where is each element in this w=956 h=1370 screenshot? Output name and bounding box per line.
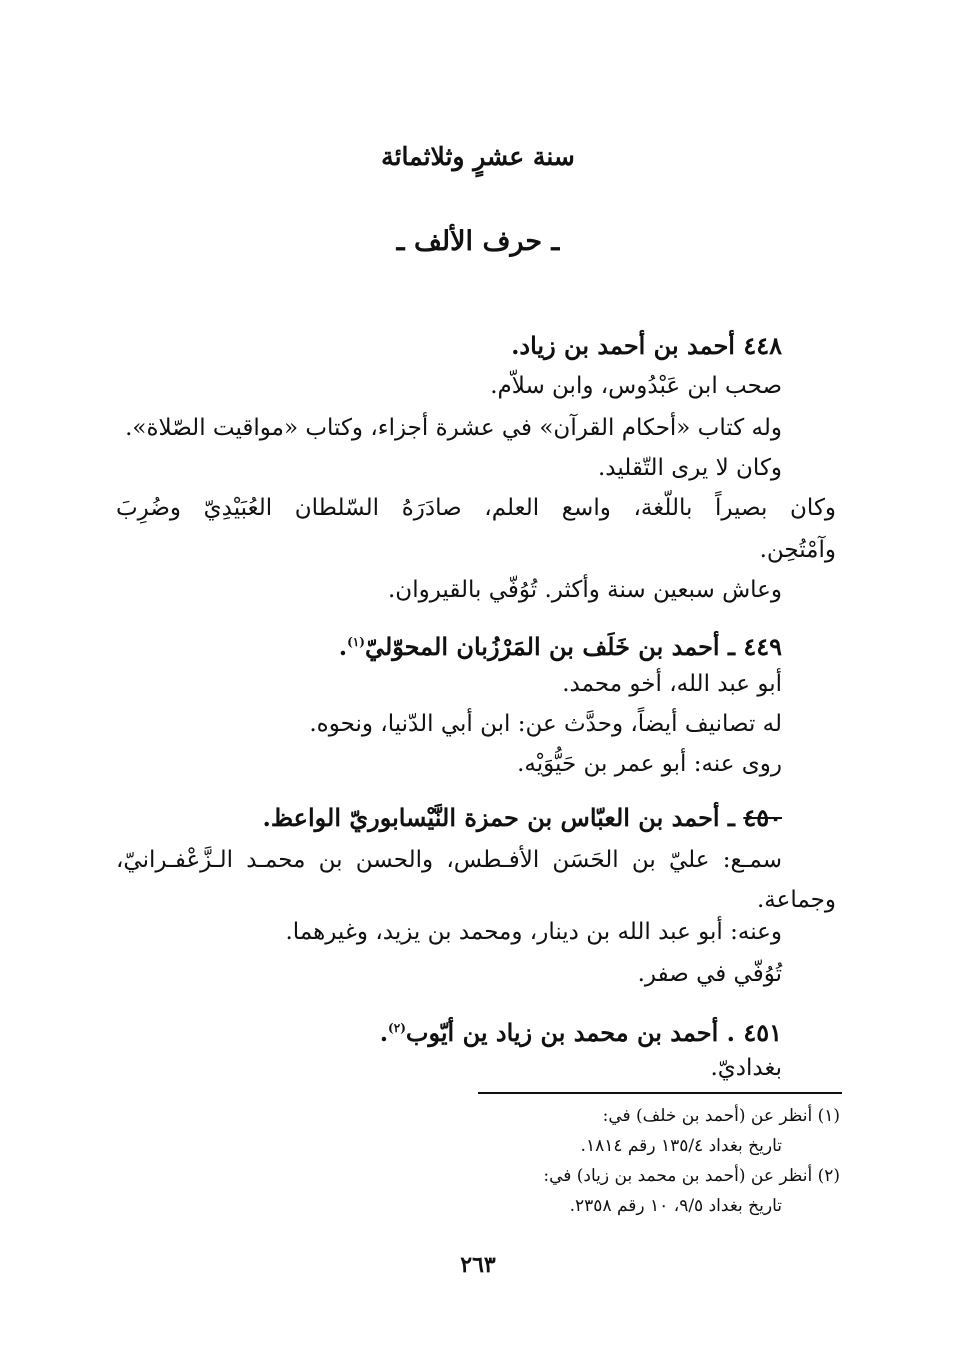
year-title: سنة عشرٍ وثلاثمائة <box>381 142 575 171</box>
entry-450-line-4: تُوُفّي في صفر. <box>637 961 782 987</box>
footnote-2-line-2: تاريخ بغداد ٩/٥، ١٠ رقم ٢٣٥٨. <box>569 1196 782 1216</box>
section-heading: ـ حرف الألف ـ <box>396 226 560 257</box>
entry-448-line-3: وكان لا يرى التّقليد. <box>597 455 782 481</box>
entry-448-heading: ٤٤٨ أحمد بن أحمد بن زياد. <box>511 331 782 360</box>
page-number: ٢٦٣ <box>460 1252 496 1278</box>
entry-448-line-1: صحب ابن عَبْدُوس، وابن سلاّم. <box>490 373 782 399</box>
entry-448-line-4: وكان بصيراً باللّغة، واسع العلم، صادَرَهُ السّلطان العُبَيْدِيّ وضُرِبَ <box>116 495 836 521</box>
footnote-2-line-1: (٢) أنظر عن (أحمد بن محمد بن زياد) في: <box>543 1166 840 1186</box>
entry-451-line-1: بغداديّ. <box>710 1055 782 1081</box>
entry-449-title: ٤٤٩ ـ أحمد بن خَلَف بن المَرْزُبان المحوّليّ <box>364 632 782 661</box>
entry-450-title: ـ أحمد بن العبّاس بن حمزة النَّيْسابوريّ الواعظ. <box>262 803 744 832</box>
entry-450-line-3: وعنه: أبو عبد الله بن دينار، ومحمد بن يزيد، وغيرهما. <box>285 919 782 945</box>
entry-449-line-1: أبو عبد الله، أخو محمد. <box>562 671 782 697</box>
entry-449-line-3: روى عنه: أبو عمر بن حَيُّوَيْه. <box>517 751 782 777</box>
entry-450-line-1: سمـع: عليّ بن الحَسَن الأفـطس، والحسن بن محمـد الـزَّعْفـرانيّ، <box>116 847 782 873</box>
entry-451-title: ٤٥١ . أحمد بن محمد بن زياد ين أيّوب <box>405 1018 782 1047</box>
footnote-separator <box>478 1092 842 1094</box>
entry-448-line-5: وآمْتُحِن. <box>759 537 836 563</box>
footnote-ref-2: (٢) <box>388 1021 406 1035</box>
entry-448-line-2: وله كتاب «أحكام القرآن» في عشرة أجزاء، وكتاب «مواقيت الصّلاة». <box>125 415 782 441</box>
footnote-1-line-1: (١) أنظر عن (أحمد بن خلف) في: <box>602 1106 840 1126</box>
entry-449-heading <box>339 626 782 663</box>
footnote-ref-1: (١) <box>347 635 365 649</box>
footnote-1-line-2: تاريخ بغداد ١٣٥/٤ رقم ١٨١٤. <box>580 1136 782 1156</box>
entry-449-line-2: له تصانيف أيضاً، وحدَّث عن: ابن أبي الدّنيا، ونحوه. <box>309 711 782 737</box>
entry-448-line-6: وعاش سبعين سنة وأكثر. تُوُفّي بالقيروان. <box>388 577 782 603</box>
entry-450-line-2: وجماعة. <box>757 887 836 913</box>
entry-449-title-end: . <box>338 632 348 661</box>
entry-451-title-end: . <box>379 1018 389 1047</box>
entry-450-number: ٤٥٠ <box>743 803 782 832</box>
entry-450-heading <box>262 802 782 834</box>
entry-451-heading <box>380 1012 782 1049</box>
